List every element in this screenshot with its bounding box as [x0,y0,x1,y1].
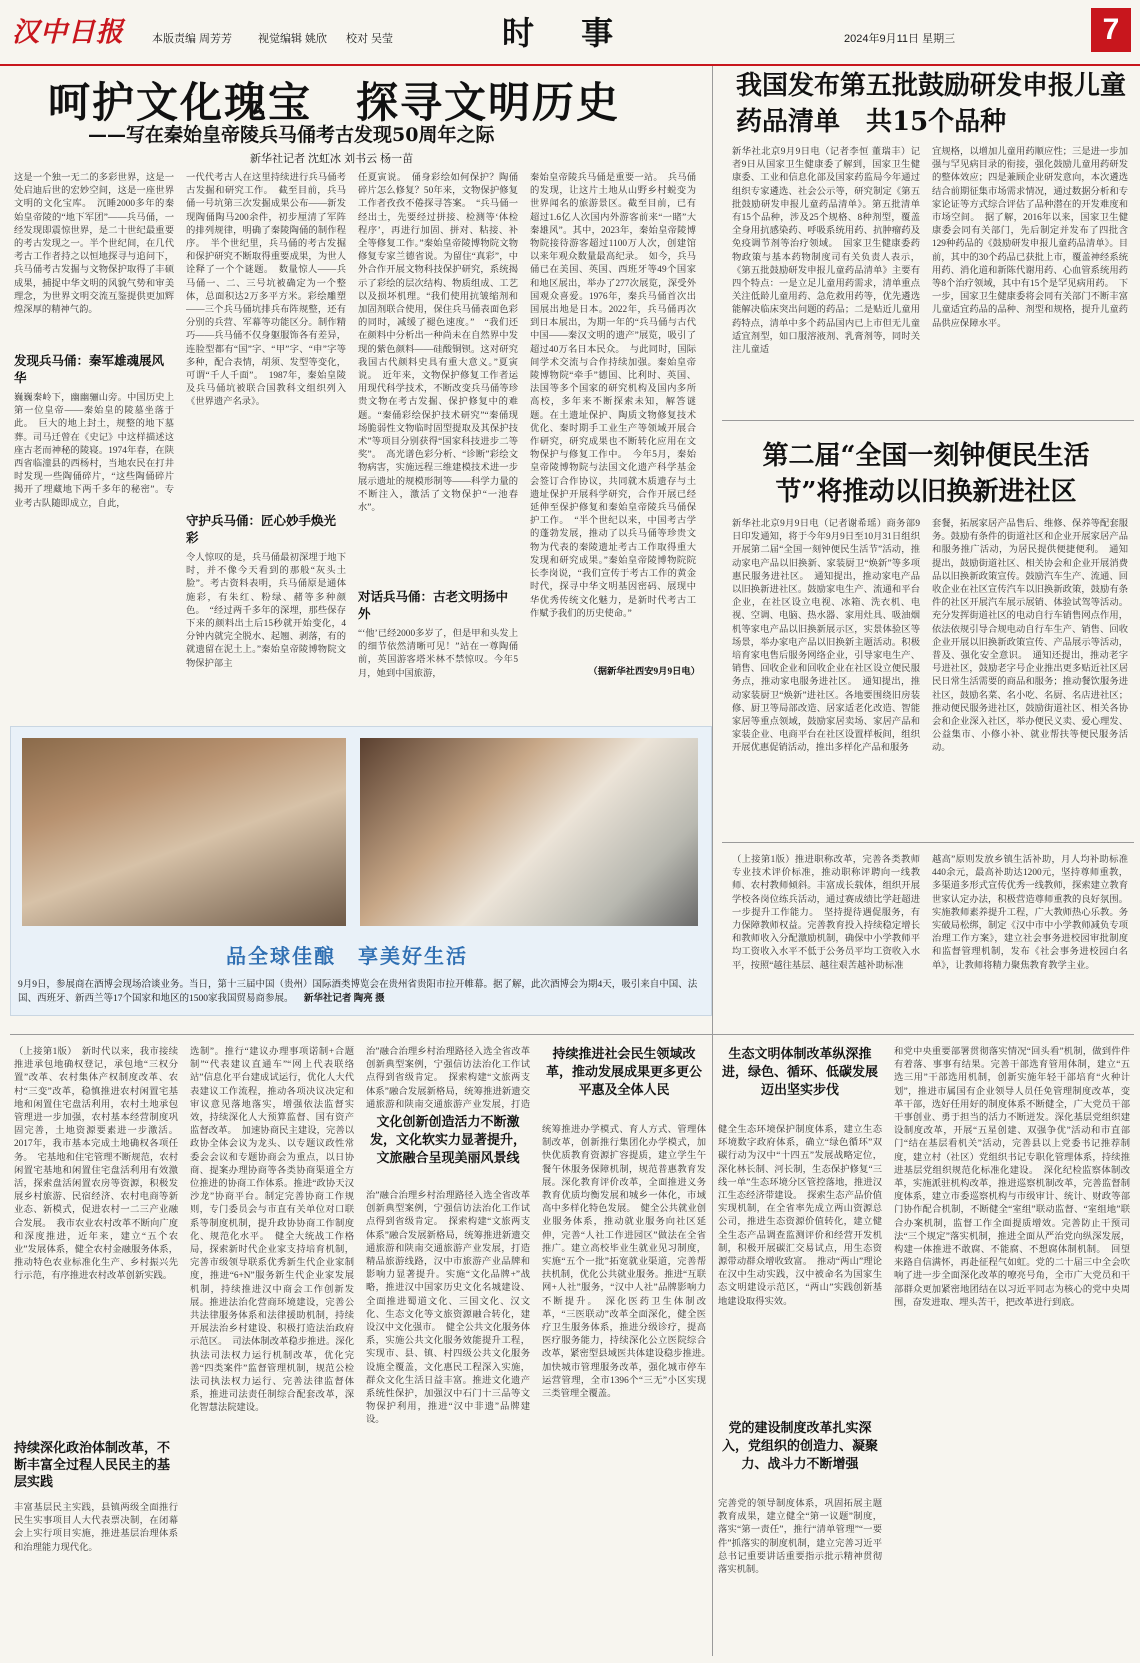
photo-exhibitor-with-bottles [360,738,698,926]
right-story-2-column-2: 套餐，拓展家居产品售后、维修、保养等配套服务。鼓励有条件的街道社区和企业开展家居产品和服务推广活动，为居民提供便捷便利。 通知提出，鼓励街道社区、相关协会和企业开展消费品以旧换新政策宣传。鼓励汽车生产、流通、回收企业在社区宣传汽车以旧换新政策，鼓励有条件的社区开展汽车展示展销、体验试驾等活动。充分发挥街道社区的电动自行车销售网点作用，依法依规引导合规电动自行车生产、销售、回收企业开展以旧换新政策宣传、产品展示等活动，普及、强化安全意识。 通知还提出，推动老字号进社区，鼓励老字号企业推出更多贴近社区居民日常生活需要的商品和服务；推动餐饮服务进社区，鼓励名菜、名小吃、名厨、名店进社区；推动便民服务进社区，鼓励街道社区、相关各协会和企业深入社区，举办便民义卖、爱心理发、公益集市、小修小补、就业帮扶等便民服务活动。 [932,519,1128,754]
newspaper-logo: 汉中日报 [12,17,124,48]
section-title: 时 事 [502,14,632,52]
lead-column-2: 一代代考古人在这里持续进行兵马俑考古发掘和研究工作。 截至目前，兵马俑一号坑第三次发掘成果公布——新发现陶俑陶马200余件，初步厘清了军阵的排列规律，明确了秦陵陶俑的制作程序。 半个世纪里，兵马俑的考古发掘和保护研究不断取得重要成果，为世人诠释了一个个谜题。 数量惊人——兵马俑一、二、三号坑被确定为一个整体，总面积达2万多平方米。彩绘雕塑——三个兵马俑坑排兵布阵规整，还有分别的兵营、军幕等功能区分。制作精巧——兵马俑不仅身躯服饰各有差异，连脸型都有“国”字、“甲”字、“申”字等多种，配合表情，胡须、发型等变化，可谓“千人千面”。 1987年，秦始皇陵及兵马俑坑被联合国教科文组织列入《世界遗产名录》。 [186,173,346,408]
photo-caption-text: 9月9日，参展商在酒博会现场洽谈业务。当日，第十三届中国（贵州）国际酒类博览会在贵州省贵阳市拉开帷幕。据了解，此次酒博会为期4天，吸引来自中国、法国、西班牙、新西兰等17个国家和地区的1500家我国贸易商参展。 [18,980,698,1004]
issue-date: 2024年9月11日 星期三 [844,33,956,45]
bottom-subhead-ecology: 生态文明体制改革纵深推进，绿色、循环、低碳发展迈出坚实步伐 [721,1047,878,1098]
right-story-1-column-1: 新华社北京9月9日电（记者李恒 董瑞丰）记者9日从国家卫生健康委了解到，国家卫生健康委、工业和信息化部及国家药监局今年通过组织专家遴选、社会公示等，研究制定《第五批鼓励研发申报儿童药品清单》。第五批清单有15个品种，涉及25个规格、8种剂型，覆盖全身用抗感染药、呼吸系统用药、抗肿瘤药及免疫调节剂等治疗领域。 国家卫生健康委药物政策与基本药物制度司有关负责人表示，《第五批鼓励研发申报儿童药品清单》主要有四个特点：一是立足儿童用药需求，清单重点关注低龄儿童用药、急危救用药等，优先遴选能解决临床突出问题的药品；二是贴近儿童用药特点，清单中多个药品国内已上市但无儿童适宜剂型，如口服溶液剂、乳膏剂等，同时关注儿童适 [732,147,920,356]
lead-column-1b: 巍巍秦岭下，幽幽骊山旁。中国历史上第一位皇帝——秦始皇的陵墓坐落于此。 巨大的地上封土，规整的地下墓葬。司马迁曾在《史记》中这样描述这座古老而神秘的陵寝。1974年春，在陕西省临潼县的西杨村，当地农民在打井时发现一些陶俑碎片，“这些陶俑碎片揭开了埋藏地下两千多年的秘密”。专业考古队随即成立，自此， [14,393,174,509]
right-story-1-headline: 我国发布第五批鼓励研发申报儿童药品清单 共15个品种 [736,71,1127,137]
bottom-column-1b: 丰富基层民主实践，县镇两级全面推行民生实事项目人大代表票决制，在闭幕会上实行项目实施，推进基层治理体系和治理能力现代化。 [14,1503,178,1553]
visual-editor-credit: 视觉编辑 姚欣 [258,33,328,45]
lead-column-3: 任夏寅说。 俑身彩绘如何保护？陶俑碎片怎么修复？50年来，文物保护修复工作者孜孜不倦探寻答案。 “兵马俑一经出土，先要经过拼接、检测等‘体检程序’，再进行加固、拼对、粘接、补全等修复工作。”秦始皇帝陵博物院文物修复专家兰德省说。为留住“真彩”，中外合作开展文物科技保护研究，系统揭示了彩绘的层次结构、物质组成、工艺以及损坏机理。“我们使用抗皱缩剂和加固剂联合使用，保住兵马俑表面色彩的同时，减缓了褪色速度。” “我们还在颜料中分析出一种尚未在自然界中发现的紫色颜料——硅酸铜钡。这对研究我国古代颜料史具有重大意义。”夏寅说。 近年来，文物保护修复工作者运用现代科学技术，不断改变兵马俑等珍贵文物在考古发掘、保护修复中的难题。“秦俑彩绘保护技术研究”“秦俑现场脆弱性文物临时固型提取及其保护技术”等项目分别获得“国家科技进步二等奖”。 高光谱色彩分析、“诊断”彩绘文物病害，实施远程三维建模技术进一步展示遗址的规模形制等——科学力量的不断注入，激活了文物保护“一池春水”。 [358,173,518,514]
lead-subhead-1: 发现兵马俑：秦军雄魂展风华 [14,353,165,385]
section-divider [10,1034,1134,1035]
section-divider [722,842,1134,843]
lead-column-2b: 令人惊叹的是，兵马俑最初深埋于地下时，并不像今天看到的那般“灰头土脸”。考古资料表明，兵马俑原是通体施彩，有朱红、粉绿、赭等多种颜色。 “经过两千多年的深埋，那些保存下来的颜料出土后15秒就开始变化，4分钟内就完全脱水、起翘、剥落，有的就遗留在泥土上。”秦始皇帝陵博物院文物保护部主 [186,553,346,669]
bottom-column-3-intro: 治”融合治理乡村治理路径入选全省改革创新典型案例，宁强信访法治化工作试点得到省级肯定。 探索构建“文旅两支体系”融合发展新格局，统筹推进新遗交通旅游和陕南交通旅游产业发展，打造 [366,1047,530,1110]
right-story-3-column-2: 越高”原则发放乡镇生活补助，月人均补助标准440余元，最高补助达1200元，坚持尊师重教，多渠道多形式宣传优秀一线教师，探索建立教育世家认定办法，积极营造尊师重教的良好氛围。实施教师素养提升工程，广大教师热心乐教。务实破局松绑，制定《汉中市中小学教师减负专项治理工作方案》，建立社会事务进校园审批制度和监督管理机制，发布《社会事务进校园白名单》，让教师将精力聚焦教育教学主业。 [932,855,1128,971]
lead-column-1: 这是一个独一无二的多彩世界，这是一处启迪后世的宏妙空间，这是一座世界文明的文化宝库。 沉睡2000多年的秦始皇帝陵的“地下军团”——兵马俑，一经发现即震惊世界，是二十世纪最重要的考古发现之一。半个世纪间，在几代考古工作者持之以恒地探寻与追问下，兵马俑考古发掘与文物保护取得了丰硕成果，捕捉中华文明的风貌气势和审美理念，为世界文明交流互鉴提供更加辉煌深厚的精神气韵。 [14,173,174,316]
bottom-subhead-party: 党的建设制度改革扎实深入，党组织的创造力、凝聚力、战斗力不断增强 [721,1421,878,1472]
lead-subtitle: ——写在秦始皇帝陵兵马俑考古发现50周年之际 [88,124,495,146]
right-story-3-column-1: （上接第1版）推进职称改革，完善各类教师专业技术评价标准，推动职称评聘向一线教师、农村教师倾斜。丰富成长载体，组织开展学校各岗位练兵活动，通过赛成绩比学赶超进一步提升工作能力。 坚持提待遇促服务，有力保障教师权益。完善教育投入持续稳定增长和教师收入分配激励机制，确保中小学教师平均工资收入水平不低于公务员平均工资收入水平，按照“越往基层、越往艰苦越补助标准 [732,855,920,971]
lead-headline: 呵护文化瑰宝 探寻文明历史 [48,78,621,127]
lead-dateline: （据新华社西安9月9日电） [588,667,700,677]
lead-subhead-2: 守护兵马俑：匠心妙手焕光彩 [186,513,337,545]
lead-byline: 新华社记者 沈虹冰 刘书云 杨一苗 [250,153,414,165]
bottom-column-6: 和党中央重要部署贯彻落实情况“回头看”机制，做到件件有着落、事事有结果。完善干部选育管用体制，建立“五选三用”干部选用机制，创新实施年轻干部培育“火种计划”，推进市属国有企业领导人员任免管理制度改革，变革干部，选好任用好的制度体系不断健全，广大党员干部干事创业、勇于担当的活力不断迸发。深化基层党组织建设制度改革，开展“五星创建、双强争优”活动和市直部门“结在基层看机关”活动，完善县以上党委书记推荐制度，建立村（社区）党组织书记专职化管理体系，持续推进基层党组织规范化标准化建设。 深化纪检监察体制改革，实施派驻机构改革，推进巡察机制改革，完善监督制度体系，建立市委巡察机构与市级审计、统计、财政等部门协作配合机制，不断健全“室组”联动监督、“室组地”联合办案机制，监督工作全面提质增效。完善防止干预司法“三个规定”落实机制，推进全面从严治党向纵深发展，构建一体推进不敢腐、不能腐、不想腐体制机制。 回望来路自信满怀，再赴征程气如虹。党的二十届三中全会吹响了进一步全面深化改革的嘹亮号角，全市广大党员和干部群众更加紧密地团结在以习近平同志为核心的党中央周围，奋发进取、埋头苦干，把改革进行到底。 [894,1047,1130,1308]
bottom-column-2: 选制”。推行“建议办理事项诺制+合题制”“代表建议直通车”“网上代表联络站”信息化平台建成试运行，优化人大代表建议工作流程，推动各项决议决定和审议意见落地落实，增强依法监督实效，持续深化人大预算监督、国有资产监督改革。 加速协商民主建设，完善以政协全体会议为龙头、以专题议政性常委会会议和专题协商会为重点，以日协商、提案办理协商等各类协商渠道全方位推进的协商工作体系。推进“政协天汉沙龙”协商平台。制定完善协商工作规则，专门委员会与市直有关单位对口联系等制度机制，提升政协协商工作制度化、规范化水平。 健全大统战工作格局，探索新时代企业家支持培育机制，完善市级领导联系优秀新生代企业家制度，推进“6+N”服务新生代企业家发展机制，持续推进汉中商会工作创新发展。推进法治化营商环境建设，完善公共法律服务体系和法律援助机制，持续开展法治乡村建设、积极打造法治政府示范区。 司法体制改革稳步推进。深化执法司法权力运行机制改革，优化完善“四类案件”监督管理机制，规范公检法司执法权力运行、完善法律监督体系，推进司法责任制综合配套改革，深化智慧法院建设。 [190,1047,354,1414]
page-number: 7 [1091,8,1131,52]
bottom-subhead-livelihood: 持续推进社会民生领域改革，推动发展成果更多更公平惠及全体人民 [545,1047,702,1098]
editor-credit: 本版责编 周芳芳 [152,33,233,45]
bottom-column-4: 统筹推进办学模式、育人方式、管理体制改革，创新推行集团化办学模式，加快优质教育资源扩容提质，建立学生午餐午休服务保障机制，规范普惠教育发展。深化教育评价改革，全面推进义务教育优质均衡发展和城乡一体化，市域高中多样化特色发展。 健全公共就业创业服务体系，推动就业服务向社区延伸，完善“人社工作进园区”做法在全省推广。建立高校毕业生就业见习制度，实施“五个一批”拓宽就业渠道，完善帮扶机制，优化公共就业服务。推进“互联网+人社”服务，“汉中人社”品牌影响力不断提升。 深化医药卫生体制改革，“三医联动”改革全面深化，健全医疗卫生服务体系，推进分级诊疗，提高医疗服务能力，持续深化公立医院综合改革，紧密型县域医共体建设稳步推进。 加快城市管理服务改革，强化城市停车运营管理，全市1396个“三无”小区实现三类管理全覆盖。 [542,1125,706,1400]
bottom-column-1: （上接第1版） 新时代以来，我市接续推进承包地确权登记，承包地“三权分置”改革、农村集体产权制度改革、农村“三变”改革，稳慎推进农村闲置宅基地和闲置住宅盘活利用，农村土地承包管理进一步加强，农村基本经营制度巩固完善，土地资源要素进一步激活。2017年，我市基本完成土地确权各项任务。 宅基地和住宅管理不断规范，农村闲置宅基地和闲置住宅盘活利用有效激活，探索盘活闲置农房等资源，积极发展乡村旅游、民宿经济、农村电商等新业态、新模式，促进农村一二三产业融合发展。 我市农业农村改革不断向广度和深度推进，近年来，建立“五个农业”发展体系，健全农村金融服务体系，推动特色农业标准化生产、乡村振兴先行示范，有序推进农村改革创新实践。 [14,1047,178,1282]
lead-column-4: 秦始皇帝陵兵马俑是重要一站。 兵马俑的发现，让这片土地从山野乡村蜕变为世界闻名的旅游景区。截至目前，已有超过1.6亿人次国内外游客前来“一睹”大秦雄风”。其中，2023年，秦始皇帝陵博物院接待游客超过1100万人次，创建馆以来年观众数量最高纪录。 如今，兵马俑已在美国、英国、西班牙等49个国家和地区展出，举办了277次展览，深受外国观众喜爱。1976年，秦兵马俑首次出国展出地是日本。2022年，兵马俑再次到日本展出，为期一年的“兵马俑与古代中国——秦汉文明的遗产”展览，吸引了超过40万名日本民众。 与此同时，国际间学术交流与合作持续加强。秦始皇帝陵博物院“牵手”德国、比利时、英国、法国等多个国家的研究机构及国内多所高校，多年来不断探索未知，解答谜题。在土遗址保护、陶质文物修复技术优化、秦时期手工业生产等领域开展合作研究，研究成果也不断转化应用在文物保护与修复工作中。 今年5月，秦始皇帝陵博物院与法国文化遗产科学基金会签订合作协议，共同就木质遗存与土遗址保护开展科学研究，合作开展已经延伸至保护修复和秦始皇帝陵兵马俑保护工作。 “半个世纪以来，中国考古学的蓬勃发展，推动了以兵马俑等珍贵文物为代表的秦陵遗址考古工作取得重大发现和研究成果。”秦始皇帝陵博物院院长李岗说，“我们宣传于考古工作的黄金时代，探寻中华文明基因密码、展现中华优秀传统文化魅力，是新时代考古工作赋予我们的历史使命。” [530,173,696,619]
right-story-2-column-1: 新华社北京9月9日电（记者谢希瑶）商务部9日印发通知，将于今年9月9日至10月31日组织开展第二届“全国一刻钟便民生活节”活动，推动家电产品以旧换新、家装厨卫“焕新”等多项惠民服务进社区。 通知提出，推动家电产品以旧换新进社区。鼓励家电生产、流通和平台企业，在社区设立电视、冰箱、洗衣机、电视、空调、电脑、热水器、家用灶具、吸油烟机等家电产品以旧换新展示区，实景体验区等场景，举办家电产品以旧换新主题活动。积极培育家电售后服务网络企业，引导家电生产、销售、回收企业和回收企业在社区设立便民服务点，推动家电服务进社区。 通知提出，推动家装厨卫“焕新”进社区。各地要围绕旧房装修、厨卫等局部改造、居家适老化改造、智能家居等重点领域，鼓励家居卖场、家居产品和家装企业、电商平台在社区设置样板间，组织开展优惠促销活动，推出多样化产品和服务 [732,519,920,754]
right-story-1-column-2: 宜规格，以增加儿童用药顺应性；三是进一步加强与罕见病目录的衔接，强化鼓励儿童用药研发的整体效应；四是兼顾企业研发意向，本次遴选结合前期征集市场需求情况，通过数据分析和专家论证等方式综合评估了品种潜在的开发难度和市场空间。 据了解，2016年以来，国家卫生健康委会同有关部门，先后制定并发布了四批含129种药品的《鼓励研发申报儿童药品清单》。目前，其中的30个药品已获批上市，覆盖神经系统用药、消化道和新陈代谢用药、心血管系统用药等8个治疗领域，其中有15个是罕见病用药。 下一步，国家卫生健康委将会同有关部门不断丰富儿童适宜药品的品种、剂型和规格，提升儿童药品供应保障水平。 [932,147,1128,329]
section-divider [722,420,1134,421]
photo-caption [18,978,702,1006]
photo-feature-title: 品全球佳酿 享美好生活 [226,944,468,968]
bottom-column-5: 健全生态环境保护制度体系，建立生态环境数字政府体系，确立“绿色循环”双碳行动为汉中“十四五”发展战略定位，深化林长制、河长制，生态保护修复“三线一单”生态环境分区管控落地，推进汉江生态经济带建设。 探索生态产品价值实现机制，在全省率先成立两山资源总公司，推进生态资源价值转化，建立健全生态产品调查监测评价和经营开发机制，积极开展碳汇交易试点，用生态资源带动群众增收致富。 推动“两山”理论在汉中生动实践，汉中被命名为国家生态文明建设示范区，“两山”实践创新基地建设取得实效。 [718,1125,882,1307]
bottom-column-5b: 完善党的领导制度体系，巩固拓展主题教育成果，建立健全“第一议题”制度，落实“第一责任”，推行“清单管理”“一要件”抓落实的制度机制，建立完善习近平总书记重要讲话重要指示批示精神贯彻落实机制。 [718,1499,882,1576]
bottom-column-3: 治”融合治理乡村治理路径入选全省改革创新典型案例，宁强信访法治化工作试点得到省级肯定。 探索构建“文旅两支体系”融合发展新格局，统筹推进新遗交通旅游和陕南交通旅游产业发展，打造精品旅游线路，汉中市旅游产业品牌和影响力显著提升。实施“文化品牌+”战略，推进汉中国家历史文化名城建设、全面推进蜀道文化、三国文化、汉文化、生态文化等文旅资源融合转化，建设汉中文化强市。 健全公共文化服务体系，实施公共文化服务效能提升工程，实现市、县、镇、村四级公共文化服务设施全覆盖，文化惠民工程深入实施，群众文化生活日益丰富。推进文化遗产系统性保护，加强汉中石门十三品等文物保护利用，推进“汉中非遗”品牌建设。 [366,1191,530,1426]
proofreader-credit: 校对 吴莹 [346,33,394,45]
lead-subhead-3: 对话兵马俑：古老文明扬中外 [358,589,509,621]
bottom-subhead-culture: 文化创新创造活力不断激发，文化软实力显著提升，文旅融合呈现美丽风景线 [369,1115,526,1166]
column-divider [712,66,713,1656]
lead-column-3b: “‘他’已经2000多岁了，但是甲和头发上的细节依然清晰可见！”站在一尊陶俑前，英国游客塔米林不禁惊叹。今年5月，她到中国旅游， [358,629,518,679]
bottom-subhead-1: 持续深化政治体制改革，不断丰富全过程人民民主的基层实践 [14,1441,171,1490]
right-story-2-headline: 第二届“全国一刻钟便民生活节”将推动以旧换新进社区 [762,441,1090,507]
photo-credit: 新华社记者 陶亮 摄 [303,994,385,1004]
photo-wine-expo-visitors [22,738,346,926]
